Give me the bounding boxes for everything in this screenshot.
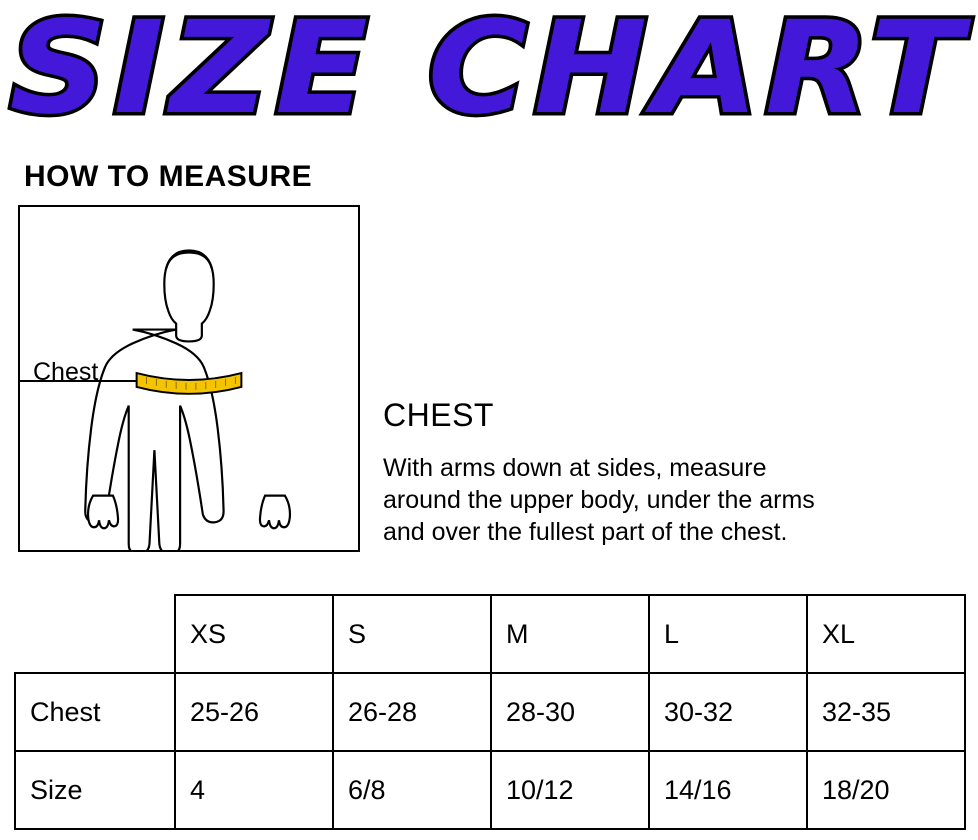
- cell-chest-s: 26-28: [333, 673, 491, 751]
- table-row: [15, 751, 965, 829]
- table-header-row: [15, 595, 965, 673]
- row-label-chest: Chest: [15, 673, 175, 751]
- column-header-l: L: [649, 595, 807, 673]
- cell-size-xl: 18/20: [807, 751, 965, 829]
- cell-size-m: 10/12: [491, 751, 649, 829]
- cell-chest-xs: 25-26: [175, 673, 333, 751]
- page-title: SIZE CHART: [9, 0, 969, 143]
- description-heading: CHEST: [383, 397, 494, 433]
- cell-chest-m: 28-30: [491, 673, 649, 751]
- column-header-s: S: [333, 595, 491, 673]
- cell-size-xs: 4: [175, 751, 333, 829]
- column-header-xl: XL: [807, 595, 965, 673]
- description-body: [383, 452, 963, 548]
- how-to-measure-heading: HOW TO MEASURE: [24, 160, 313, 193]
- description-line-1: With arms down at sides, measure: [383, 454, 767, 482]
- description-line-2: around the upper body, under the arms: [383, 486, 815, 514]
- cell-chest-l: 30-32: [649, 673, 807, 751]
- cell-chest-xl: 32-35: [807, 673, 965, 751]
- description-line-3: and over the fullest part of the chest.: [383, 518, 788, 546]
- row-label-size: Size: [15, 751, 175, 829]
- column-header-m: M: [491, 595, 649, 673]
- figure-chest-label: Chest: [33, 358, 99, 386]
- cell-size-s: 6/8: [333, 751, 491, 829]
- size-table: [14, 594, 966, 830]
- table-row: [15, 673, 965, 751]
- column-header-xs: XS: [175, 595, 333, 673]
- cell-size-l: 14/16: [649, 751, 807, 829]
- table-corner-cell: [15, 595, 175, 673]
- title-banner: [0, 0, 978, 144]
